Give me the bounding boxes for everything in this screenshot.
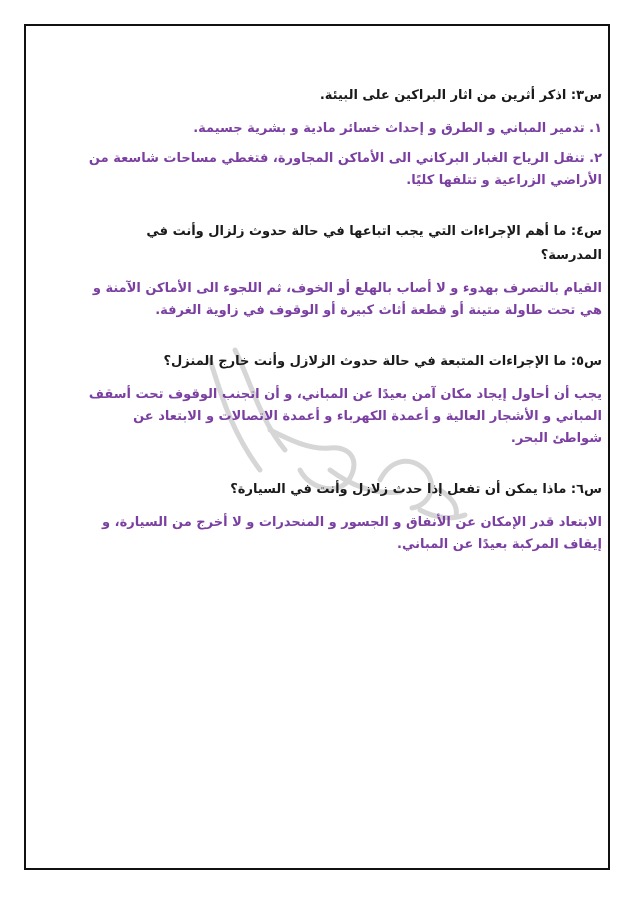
answer-3-1: ١. تدمير المباني و الطرق و إحداث خسائر مادية و بشرية جسيمة.	[193, 121, 602, 136]
answer-5: يجب أن أحاول إيجاد مكان آمن بعيدًا عن المباني، و أن اتجنب الوقوف تحت أسقف المباني و الأشجار العالية و أعمدة الكهرباء و أعمدة الاتصالات و الابتعاد عن شواطئ البحر.	[88, 387, 602, 446]
qa-block-3	[82, 84, 602, 192]
qa-block-6	[82, 478, 602, 556]
qa-block-5	[82, 350, 602, 450]
qa-block-4	[82, 220, 602, 322]
answer-4: القيام بالتصرف بهدوء و لا أصاب بالهلع أو الخوف، ثم اللجوء الى الأماكن الآمنة و هي تحت طاولة متينة أو قطعة أثاث كبيرة أو الوقوف في زاوية الغرفة.	[92, 281, 602, 318]
question-5: س٥: ما الإجراءات المتبعة في حالة حدوث الزلازل وأنت خارج المنزل؟	[163, 354, 602, 369]
question-3: س٣: اذكر أثرين من اثار البراكين على البيئة.	[319, 88, 602, 103]
document-content	[82, 84, 602, 584]
answer-3-2: ٢. تنقل الرياح الغبار البركاني الى الأماكن المجاورة، فتغطي مساحات شاسعة من الأراضي الزراعية و تتلفها كليًا.	[88, 151, 602, 188]
question-4: س٤: ما أهم الإجراءات التي يجب اتباعها في حالة حدوث زلزال وأنت في المدرسة؟	[146, 224, 602, 263]
answer-6: الابتعاد قدر الإمكان عن الأنفاق و الجسور و المنحدرات و لا أخرج من السيارة، و إيقاف المركبة بعيدًا عن المباني.	[102, 515, 602, 552]
question-6: س٦: ماذا يمكن أن تفعل إذا حدث زلازل وأنت في السيارة؟	[230, 482, 602, 497]
